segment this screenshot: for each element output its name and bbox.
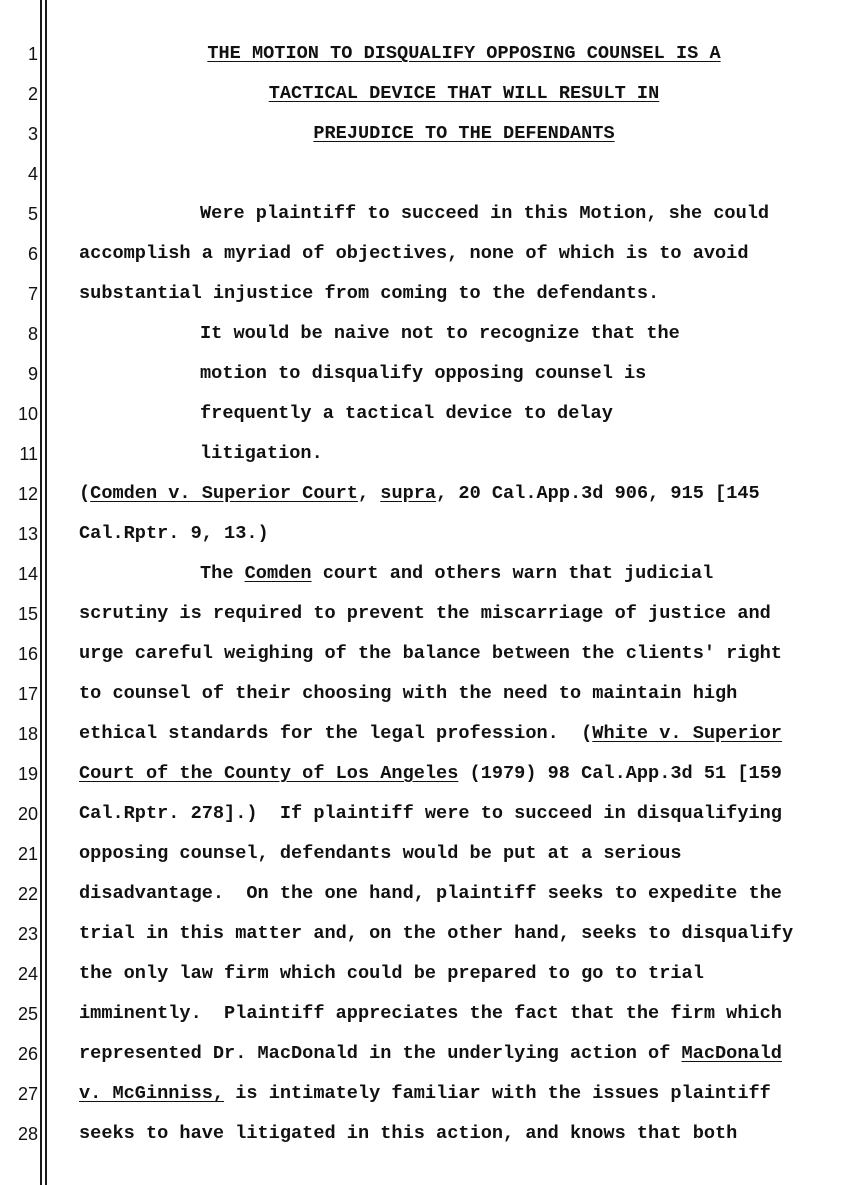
text-run: , 20 Cal.App.3d 906, 915 [145 [436,483,760,504]
body-text: accomplish a myriad of objectives, none of which is to avoid [79,243,749,264]
pleading-line [0,195,860,235]
line-number: 2 [27,84,38,104]
line-number: 25 [17,1004,38,1024]
line-number: 26 [17,1044,38,1064]
line-number: 27 [17,1084,38,1104]
pleading-line [0,1115,860,1155]
pleading-line [0,115,860,155]
line-number: 22 [17,884,38,904]
citation-text: Cal.Rptr. 9, 13.) [79,523,269,544]
body-text: Cal.Rptr. 278].) If plaintiff were to succeed in disqualifying [79,803,782,824]
line-number: 10 [17,404,38,424]
text-run: ethical standards for the legal profession. ( [79,723,593,744]
line-number: 19 [17,764,38,784]
pleading-line [0,1075,860,1115]
pleading-line [0,355,860,395]
block-quote-text: frequently a tactical device to delay [200,403,613,424]
text-run: is intimately familiar with the issues plaintiff [224,1083,771,1104]
text-run: represented Dr. MacDonald in the underlying action of [79,1043,682,1064]
pleading-line [0,675,860,715]
body-text: disadvantage. On the one hand, plaintiff seeks to expedite the [79,883,782,904]
pleading-line [0,915,860,955]
heading-line-3 [79,123,849,145]
citation-text [79,483,760,505]
text-run: court and others warn that judicial [311,563,714,584]
line-number: 5 [27,204,38,224]
block-quote-text: litigation. [200,443,323,464]
pleading-line [0,275,860,315]
body-text: seeks to have litigated in this action, and knows that both [79,1123,738,1144]
line-number: 12 [17,484,38,504]
pleading-line [0,395,860,435]
body-text: substantial injustice from coming to the defendants. [79,283,660,304]
line-number: 11 [19,444,38,464]
case-name: Court of the County of Los Angeles [79,763,459,784]
line-number: 24 [17,964,38,984]
case-name: White v. Superior [592,723,782,744]
case-name: Comden v. Superior Court [90,483,358,504]
block-quote-text: motion to disqualify opposing counsel is [200,363,647,384]
pleading-line [0,635,860,675]
line-number: 9 [27,364,38,384]
text-run: ( [79,483,91,504]
pleading-line [0,435,860,475]
line-number: 15 [17,604,38,624]
case-name: v. McGinniss, [79,1083,225,1104]
heading-text: THE MOTION TO DISQUALIFY OPPOSING COUNSEL IS A [207,43,721,64]
pleading-line [0,155,860,195]
body-text [79,723,782,745]
line-number: 21 [17,844,38,864]
pleading-line [0,235,860,275]
line-number: 28 [17,1124,38,1144]
body-text [79,1083,771,1105]
line-number: 23 [17,924,38,944]
body-text: trial in this matter and, on the other hand, seeks to disqualify [79,923,794,944]
pleading-line [0,835,860,875]
line-number: 4 [27,164,38,184]
body-text: urge careful weighing of the balance between the clients' right [79,643,782,664]
pleading-line [0,475,860,515]
line-number: 3 [27,124,38,144]
pleading-line [0,875,860,915]
line-number: 16 [17,644,38,664]
pleading-line [0,555,860,595]
body-text [79,763,782,785]
body-text: the only law firm which could be prepared to go to trial [79,963,704,984]
body-text: to counsel of their choosing with the need to maintain high [79,683,738,704]
body-text [79,1043,782,1065]
pleading-line [0,795,860,835]
pleading-line [0,315,860,355]
line-number: 13 [17,524,38,544]
line-number: 17 [17,684,38,704]
line-number: 20 [17,804,38,824]
body-text: scrutiny is required to prevent the miscarriage of justice and [79,603,771,624]
pleading-line [0,595,860,635]
pleading-line [0,955,860,995]
body-text: imminently. Plaintiff appreciates the fact that the firm which [79,1003,782,1024]
line-number: 7 [27,284,38,304]
line-number: 8 [27,324,38,344]
heading-line-1 [79,43,849,65]
pleading-line [0,75,860,115]
pleading-line [0,995,860,1035]
line-number: 18 [17,724,38,744]
text-run: , [357,483,381,504]
pleading-line [0,755,860,795]
heading-text: PREJUDICE TO THE DEFENDANTS [313,123,615,144]
pleading-line [0,515,860,555]
line-number: 14 [17,564,38,584]
text-run: The [200,563,245,584]
body-text: Were plaintiff to succeed in this Motion, she could [200,203,770,224]
heading-line-2 [79,83,849,105]
case-name: supra [380,483,437,504]
case-name: MacDonald [681,1043,782,1064]
line-number: 6 [27,244,38,264]
body-text [200,563,713,585]
text-run: (1979) 98 Cal.App.3d 51 [159 [458,763,782,784]
pleading-line [0,715,860,755]
body-text: opposing counsel, defendants would be put at a serious [79,843,682,864]
line-number: 1 [27,44,38,64]
pleading-line [0,1035,860,1075]
block-quote-text: It would be naive not to recognize that the [200,323,680,344]
pleading-line [0,35,860,75]
case-name: Comden [244,563,312,584]
heading-text: TACTICAL DEVICE THAT WILL RESULT IN [268,83,660,104]
